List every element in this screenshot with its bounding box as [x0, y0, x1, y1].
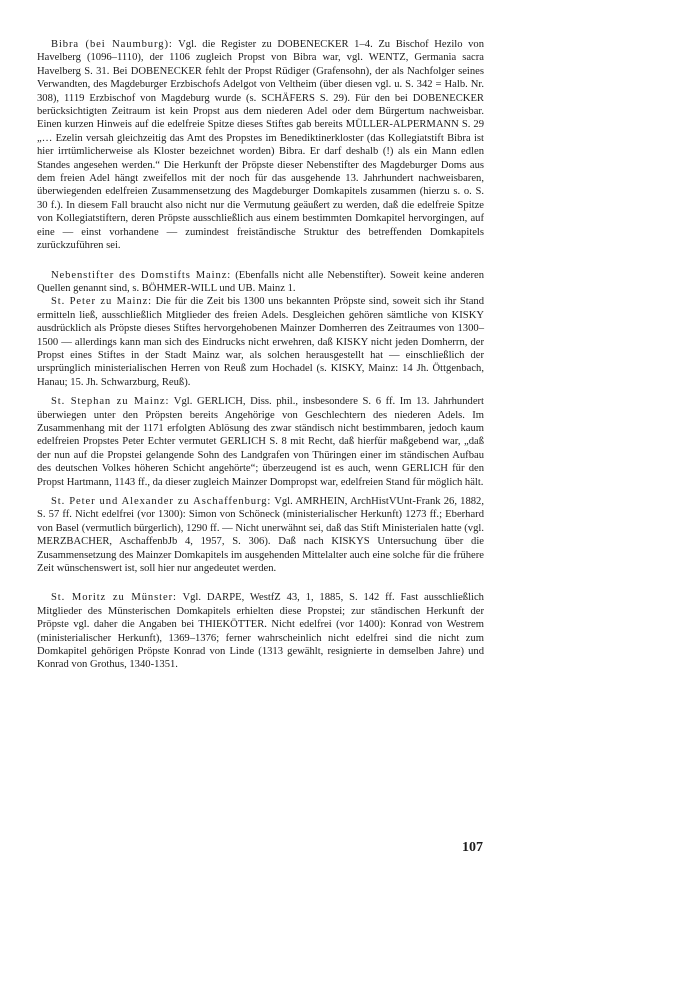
page-number: 107: [462, 840, 483, 855]
paragraph-nebenstifter-mainz: [37, 269, 484, 296]
paragraph-st-moritz-muenster: [37, 591, 484, 671]
paragraph-lead: St. Stephan zu Mainz:: [51, 396, 170, 408]
paragraph-lead: St. Peter und Alexander zu Aschaffenburg:: [51, 496, 272, 507]
paragraph-lead: Nebenstifter des Domstifts Mainz:: [51, 269, 232, 281]
paragraph-lead: St. Peter zu Mainz:: [51, 296, 153, 308]
paragraph-st-stephan-mainz: [37, 395, 484, 489]
paragraph-text: (Ebenfalls nicht alle Nebenstifter). Soweit keine anderen Quellen genannt sind, s. BÖHMER-WILL und UB. Mainz 1.: [37, 269, 484, 294]
page-body: [37, 38, 484, 672]
paragraph-st-peter-mainz: [37, 295, 484, 389]
paragraph-text: Die für die Zeit bis 1300 uns bekannten Pröpste sind, soweit sich ihr Stand ermitteln ließ, ausschließlich Mitglieder des freien Adels. Desgleichen gehören sämtliche von KISKY ausdrücklich als Pröpste dieses Stiftes hervorgehobenen Mainzer Domherren des Zeitraumes von 1300–1500 — allerdings kann man sich des Eindrucks nicht erwehren, daß KISKY nicht jeden Domherrn, der Propst eines Stiftes in der Stadt Mainz war, als solchen herausgestellt hat — einschließlich der ursprünglich ministerialischen Herren von Reuß zum Hochadel (s. KISKY, Mainz: 14 Jh. Öttgenbach, Hanau; 15. Jh. Schwarzburg, Reuß).: [37, 296, 484, 388]
paragraph-text: Vgl. AMRHEIN, ArchHistVUnt-Frank 26, 1882, S. 57 ff. Nicht edelfrei (vor 1300): Simon von Schöneck (ministerialischer Herkunft) 1273 ff.; Eberhard von Basel (vermutlich bürgerlich), 1290 ff. — Nicht unerwähnt sei, daß das Stift Ministerialen hatte (vgl. MERZBACHER, AschaffenbJb 4, 1957, S. 306). Daß nach KISKYS Untersuchung über die Zusammensetzung des Mainzer Domkapitels im ausgehenden Mittelalter auch eine solche für die frühere Zeit wünschenswert ist, soll hier nur angedeutet werden.: [37, 496, 484, 575]
paragraph-text: Vgl. DARPE, WestfZ 43, 1, 1885, S. 142 ff. Fast ausschließlich Mitglieder des Münsterischen Domkapitels erhielten diese Propstei; zur ständischen Herkunft der Pröpste vgl. daher die Angaben bei THIEKÖTTER. Nicht edelfrei (vor 1400): Konrad von Westrem (ministerialischer Herkunft), 1369–1376; ferner wahrscheinlich nicht edelfrei sind die nicht zum Domkapitel gehörigen Pröpste Konrad von Linde (1313 gewählt, resignierte in demselben Jahre) und Konrad von Grothus, 1340-1351.: [37, 592, 484, 671]
paragraph-lead: St. Moritz zu Münster:: [51, 592, 177, 604]
paragraph-text: Vgl. GERLICH, Diss. phil., insbesondere S. 6 ff. Im 13. Jahrhundert überwiegen unter den Pröpsten bereits Angehörige von Geschlechtern des niederen Adels. Im Zusammenhang mit der 1171 erfolgten Ablösung des zwar ständisch nicht bestimmbaren, jedoch kaum edelfreien Propstes Peter Echter vermutet GERLICH S. 8 mit Recht, daß hierfür maßgebend war, „daß der nun auf die Propstei gelangende Sohn des Landgrafen von Thüringen einer im ständischen Aufbau des deutschen Volkes höheren Schicht angehörte“; überzeugend ist es auch, wenn GERLICH für den Propst Hartmann, 1143 ff., da dieser zugleich Mainzer Dompropst war, edelfreien Stand für möglich hält.: [37, 396, 484, 488]
paragraph-lead: Bibra (bei Naumburg):: [51, 39, 173, 50]
paragraph-aschaffenburg: [37, 495, 484, 575]
paragraph-bibra: [37, 38, 484, 253]
paragraph-text: Vgl. die Register zu DOBENECKER 1–4. Zu Bischof Hezilo von Havelberg (1096–1110), der 1106 zugleich Propst von Bibra war, vgl. WENTZ, Germania sacra Havelberg S. 31. Bei DOBENECKER fehlt der Propst Rüdiger (Grafensohn), der als Nachfolger seines Verwandten, des Magdeburger Erzbischofs Adelgot von Veltheim (über diesen vgl. u. S. 342 = Halb. Nr. 308), 1119 Erzbischof von Magdeburg wurde (s. SCHÄFERS S. 29). Für den bei DOBENECKER berücksichtigten Zeitraum ist kein Propst aus dem niederen Adel oder dem Bürgertum nachweisbar. Einen kurzen Hinweis auf die edelfreie Spitze dieses Stiftes gab bereits MÜLLER-ALPERMANN S. 29 „… Ezelin versah gleichzeitig das Amt des Propstes im Benediktinerkloster (das Kollegiatstift Bibra ist hier irrtümlicherweise als Kloster bezeichnet worden) Bibra. Er darf deshalb (!) als ein Mann edlen Standes angesehen werden.“ Die Herkunft der Pröpste dieser Nebenstifter des Magdeburger Doms aus dem freien Adel hängt zweifellos mit der noch für das ausgehende 13. Jahrhundert nachweisbaren, überwiegenden edelfreien Zusammensetzung des Magdeburger Domkapitels zusammen (hierzu s. o. S. 30 f.). In diesem Fall braucht also nicht nur die Vermutung geäußert zu werden, daß die edelfreie Spitze von Kollegiatstiftern, deren Pröpste ausschließlich aus einem bestimmten Domkapitel hervorgingen, auf eine — einst vorhandene — zumindest freiständische Struktur des betreffenden Domkapitels zurückzuführen sei.: [37, 39, 484, 252]
